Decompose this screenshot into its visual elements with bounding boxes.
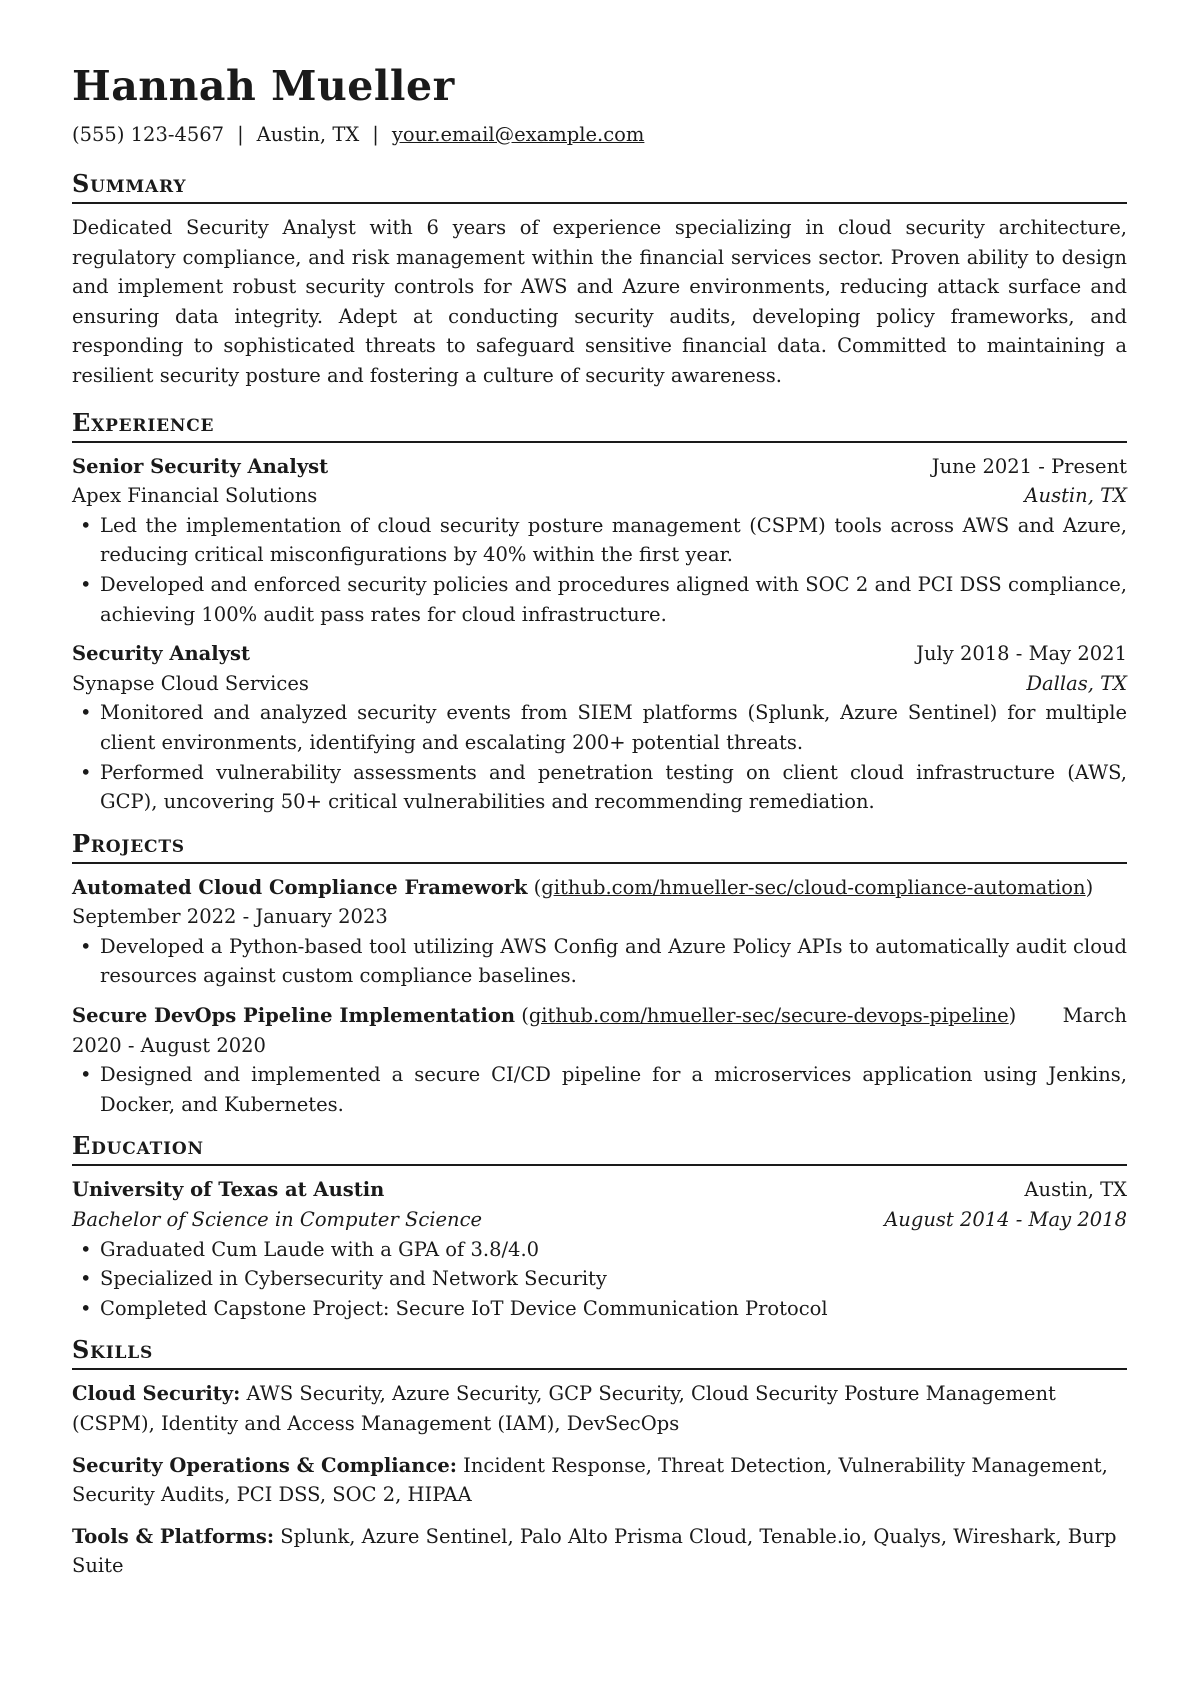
job-entry [72, 639, 1127, 817]
skill-group-items: Splunk, Azure Sentinel, Palo Alto Prisma Cloud, Tenable.io, Qualys, Wireshark, Burp Suite [72, 1524, 1117, 1578]
education-dates: August 2014 - May 2018 [884, 1208, 1127, 1232]
project-dates: September 2022 - January 2023 [72, 905, 388, 929]
job-dates: July 2018 - May 2021 [916, 642, 1127, 666]
bullet-item: • Completed Capstone Project: Secure IoT Device Communication Protocol [72, 1294, 1127, 1324]
summary-text: Dedicated Security Analyst with 6 years of experience specializing in cloud security architecture, regulatory compliance, and risk management within the financial services sector. Proven ability to design and implement robust security controls for AWS and Azure environments, reducing attack surface and ensuring data integrity. Adept at conducting security audits, developing policy frameworks, and responding to sophisticated threats to safeguard sensitive financial data. Committed to maintaining a resilient security posture and fostering a culture of security awareness. [72, 216, 1127, 387]
degree-name: Bachelor of Science in Computer Science [72, 1208, 483, 1232]
bullet-item: • Led the implementation of cloud security posture management (CSPM) tools across AWS and Azure, reducing critical misconfigurations by 40% within the first year. [72, 511, 1127, 570]
contact-separator: | [372, 123, 379, 146]
education-entry [72, 1175, 1127, 1323]
projects-section [72, 829, 1127, 1120]
project-entry: Automated Cloud Compliance Framework (github.com/hmueller-sec/cloud-compliance-automation) September 2022 - January 2023 • Developed a Python-based tool utilizing AWS Config and Azure Policy APIs to automatically audit cloud resources against custom compliance baselines. [72, 873, 1127, 991]
skill-group-label: Cloud Security: [72, 1382, 241, 1406]
projects-heading: Projects [72, 829, 1127, 864]
experience-section [72, 408, 1127, 817]
education-heading: Education [72, 1131, 1127, 1166]
bullet-item: • Graduated Cum Laude with a GPA of 3.8/4.0 [72, 1235, 1127, 1265]
contact-line [72, 121, 1127, 149]
job-location: Austin, TX [1024, 484, 1127, 508]
job-title: Senior Security Analyst [72, 454, 329, 478]
skills-heading: Skills [72, 1335, 1127, 1370]
project-link[interactable]: github.com/hmueller-sec/cloud-compliance-automation [541, 875, 1086, 899]
candidate-name: Hannah Mueller [72, 62, 455, 110]
bullet-item: • Specialized in Cybersecurity and Network Security [72, 1264, 1127, 1294]
skill-group [72, 1379, 1127, 1438]
project-dates-start: March [1062, 1004, 1127, 1028]
contact-separator: | [237, 123, 244, 146]
skills-section [72, 1335, 1127, 1581]
project-bullets [72, 1060, 1127, 1119]
skill-group-items: AWS Security, Azure Security, GCP Security, Cloud Security Posture Management (CSPM), Identity and Access Management (IAM), DevSecOps [72, 1382, 1056, 1435]
skill-group [72, 1451, 1127, 1510]
job-company: Synapse Cloud Services [72, 671, 309, 695]
skill-group [72, 1522, 1127, 1581]
project-link[interactable]: github.com/hmueller-sec/secure-devops-pipeline [528, 1004, 1009, 1028]
email-link[interactable]: your.email@example.com [391, 123, 645, 146]
job-location: Dallas, TX [1026, 671, 1127, 695]
project-name: Automated Cloud Compliance Framework [72, 875, 528, 899]
bullet-item: • Monitored and analyzed security events from SIEM platforms (Splunk, Azure Sentinel) for multiple client environments, identifying and escalating 200+ potential threats. [72, 698, 1127, 757]
job-title: Security Analyst [72, 642, 251, 666]
bullet-item: • Developed a Python-based tool utilizing AWS Config and Azure Policy APIs to automatically audit cloud resources against custom compliance baselines. [72, 932, 1127, 991]
job-company: Apex Financial Solutions [72, 484, 318, 508]
phone-number: (555) 123-4567 [72, 123, 225, 146]
location: Austin, TX [256, 123, 360, 146]
education-section [72, 1131, 1127, 1323]
school-name: University of Texas at Austin [72, 1178, 385, 1202]
skill-group-label: Security Operations & Compliance: [72, 1453, 457, 1477]
project-bullets [72, 932, 1127, 991]
experience-heading: Experience [72, 408, 1127, 443]
school-location: Austin, TX [1024, 1178, 1127, 1202]
bullet-item: • Developed and enforced security policies and procedures aligned with SOC 2 and PCI DSS compliance, achieving 100% audit pass rates for cloud infrastructure. [72, 570, 1127, 629]
skill-group-label: Tools & Platforms: [72, 1524, 275, 1548]
job-dates: June 2021 - Present [931, 454, 1127, 478]
project-entry: Secure DevOps Pipeline Implementation (github.com/hmueller-sec/secure-devops-pipeline) March 2020 - August 2020 • Designed and implemented a secure CI/CD pipeline for a microservices application using Jenkins, Docker, and Kubernetes. [72, 1001, 1127, 1119]
skill-group-items: Incident Response, Threat Detection, Vulnerability Management, Security Audits, PCI DSS, SOC 2, HIPAA [72, 1453, 1108, 1507]
project-dates-end: 2020 - August 2020 [72, 1033, 266, 1057]
summary-heading: Summary [72, 169, 1127, 204]
summary-section [72, 169, 1127, 391]
bullet-item: • Performed vulnerability assessments and penetration testing on client cloud infrastructure (AWS, GCP), uncovering 50+ critical vulnerabilities and recommending remediation. [72, 758, 1127, 817]
project-name: Secure DevOps Pipeline Implementation [72, 1004, 516, 1028]
education-bullets [72, 1235, 1127, 1324]
job-bullets [72, 698, 1127, 816]
bullet-item: • Designed and implemented a secure CI/CD pipeline for a microservices application using Jenkins, Docker, and Kubernetes. [72, 1060, 1127, 1119]
job-bullets [72, 511, 1127, 629]
job-entry [72, 452, 1127, 630]
